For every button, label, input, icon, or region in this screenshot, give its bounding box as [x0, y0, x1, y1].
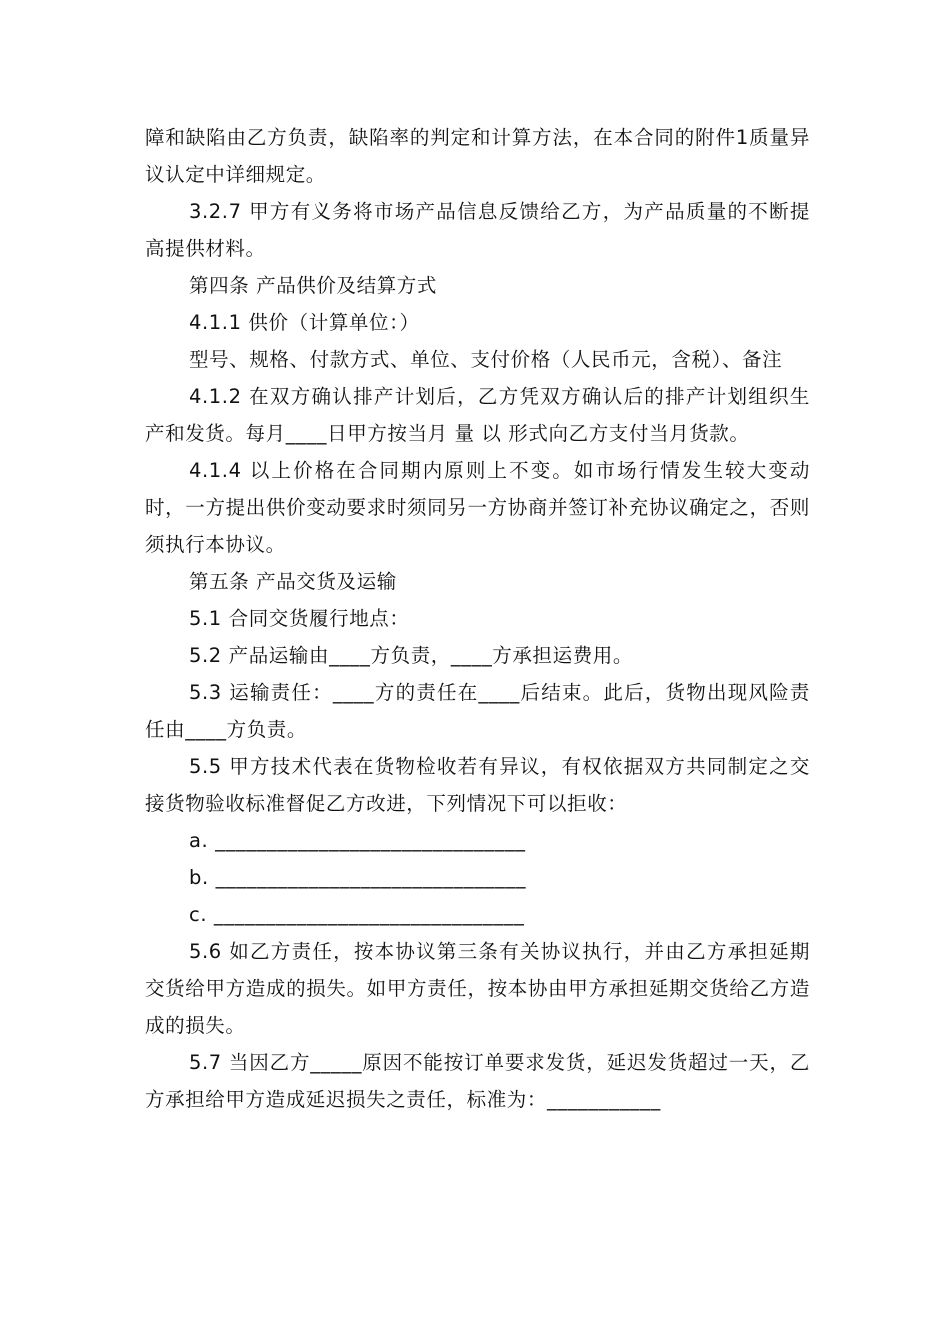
- paragraph-defect-continuation: 障和缺陷由乙方负责，缺陷率的判定和计算方法，在本合同的附件1质量异议认定中详细规定。: [145, 126, 810, 186]
- paragraph-price-columns: 型号、规格、付款方式、单位、支付价格（人民币元，含税）、备注: [189, 348, 783, 371]
- paragraph-4-1-4: 4.1.4 以上价格在合同期内原则上不变。如市场行情发生较大变动时，一方提出供价变动要求时须同另一方协商并签订补充协议确定之，否则须执行本协议。: [145, 459, 810, 556]
- paragraph-4-1-1: 4.1.1 供价（计算单位：）: [189, 311, 420, 334]
- article-5-heading: 第五条 产品交货及运输: [189, 570, 397, 593]
- list-item-c: c. ______________________________: [189, 903, 525, 926]
- paragraph-5-3: 5.3 运输责任：____方的责任在____后结束。此后，货物出现风险责任由____方负责。: [145, 681, 810, 741]
- article-4-heading: 第四条 产品供价及结算方式: [189, 274, 437, 297]
- paragraph-5-2: 5.2 产品运输由____方负责，____方承担运费用。: [189, 644, 634, 667]
- list-item-a: a. ______________________________: [189, 829, 526, 852]
- list-item-b: b. ______________________________: [189, 866, 527, 889]
- paragraph-5-1: 5.1 合同交货履行地点：: [189, 607, 410, 630]
- paragraph-5-6: 5.6 如乙方责任，按本协议第三条有关协议执行，并由乙方承担延期交货给甲方造成的损失。如甲方责任，按本协由甲方承担延期交货给乙方造成的损失。: [145, 940, 810, 1037]
- paragraph-5-7: 5.7 当因乙方_____原因不能按订单要求发货，延迟发货超过一天，乙方承担给甲方造成延迟损失之责任，标准为：___________: [145, 1051, 810, 1111]
- paragraph-4-1-2: 4.1.2 在双方确认排产计划后，乙方凭双方确认后的排产计划组织生产和发货。每月____日甲方按当月 量 以 形式向乙方支付当月货款。: [145, 385, 810, 445]
- paragraph-5-5: 5.5 甲方技术代表在货物检收若有异议，有权依据双方共同制定之交接货物验收标准督促乙方改进，下列情况下可以拒收：: [145, 755, 810, 815]
- contract-body: [145, 119, 810, 1118]
- paragraph-3-2-7: 3.2.7 甲方有义务将市场产品信息反馈给乙方，为产品质量的不断提高提供材料。: [145, 200, 810, 260]
